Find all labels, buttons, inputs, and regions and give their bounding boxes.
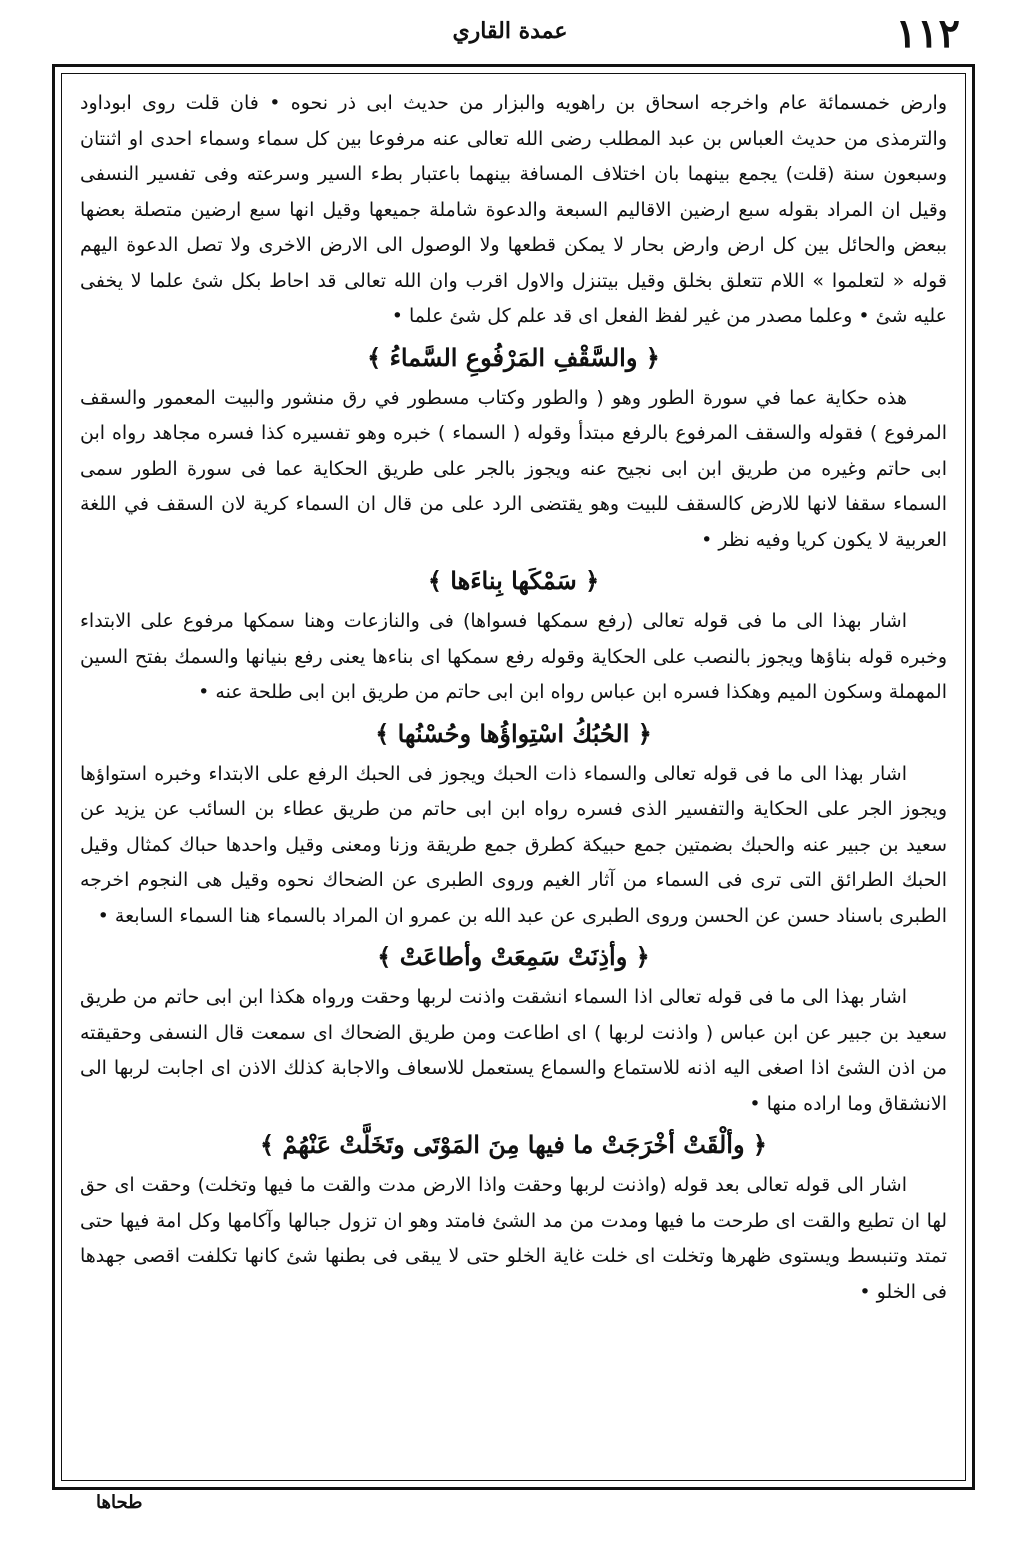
page-number: ١١٢ (895, 10, 960, 57)
paragraph-intro: وارض خمسمائة عام واخرجه اسحاق بن راهويه والبزار من حديث ابى ذر نحوه • فان قلت روى ابوداود والترمذى من حديث العباس بن عبد المطلب رضى الله تعالى عنه مرفوعا بين كل سماء وسماء احدى او اثنتان وسبعون سنة (قلت) يجمع بينهما بان اختلاف المسافة بينهما باعتبار بطء السير وسرعته وفى تفسير النسفى وقيل ان المراد بقوله سبع ارضين الاقاليم السبعة والدعوة شاملة جميعها وقيل انها سبع ارضين متصلة بعضها ببعض والحائل بين كل ارض وارض بحار لا يمكن قطعها ولا الوصول الى الارض الاخرى ولا تصل الدعوة اليهم قوله « لتعلموا » اللام تتعلق بخلق وقيل بيتنزل والاول اقرب وان الله تعالى قد احاط بكل شئ علما لا يخفى عليه شئ • وعلما مصدر من غير لفظ الفعل اى قد علم كل شئ علما • (80, 92, 947, 327)
section-heading-hubuk: ﴿ الحُبُكُ اسْتِواؤُها وحُسْنُها ﴾ (375, 718, 652, 748)
paragraph-alqat: اشار الى قوله تعالى بعد قوله (واذنت لربها وحقت واذا الارض مدت والقت ما فيها وتخلت) وحقت اى حق لها ان تطيع والقت اى طرحت ما فيها ومدت من مد الشئ فامتد وهو ان تزول جبالها وآكامها وكل امة فيها حتى تمتد وتنبسط ويستوى ظهرها وتخلت اى خلت غاية الخلو حتى لا يبقى فى بطنها شئ كانها تكلفت اقصى جهدها فى الخلو • (80, 1174, 947, 1303)
paragraph-adhinat: اشار بهذا الى ما فى قوله تعالى اذا السماء انشقت واذنت لربها وحقت ورواه هكذا ابن ابى حاتم من طريق سعيد بن جبير عن ابن عباس ( واذنت لربها ) اى اطاعت ومن طريق الضحاك اى سمعت قال النسفى وحقيقته من اذن الشئ اذا اصغى اليه اذنه للاستماع والسماع يستعمل للاسعاف والاجابة كذلك الاذن اى اجابت لربها الى الانشقاق وما اراده منها • (80, 986, 947, 1115)
section-heading-samk: ﴿ سَمْكَها بِناءَها ﴾ (427, 566, 600, 595)
page-header (60, 10, 960, 60)
section-heading-alqat: ﴿ وألْقَتْ أخْرَجَتْ ما فيها مِنَ المَوْتَى وتَخَلَّتْ عَنْهُمْ ﴾ (260, 1130, 767, 1159)
catchword: طحاها (96, 1492, 143, 1513)
section-heading-saqf: ﴿ والسَّقْفِ المَرْفُوعِ السَّماءُ ﴾ (367, 342, 660, 372)
paragraph-samk: اشار بهذا الى ما فى قوله تعالى (رفع سمكها فسواها) فى والنازعات وهنا سمكها مرفوع على الابتداء وخبره قوله بناؤها ويجوز بالنصب على الحكاية وقوله رفع سمكها اى بناءها يعنى رفع بنيانها والسمك بفتح السين المهملة وسكون الميم وهكذا فسره ابن عباس رواه ابن ابى حاتم من طريق ابن ابى طلحة عنه • (80, 610, 947, 703)
running-title: عمدة القاري (452, 18, 568, 44)
main-text (80, 86, 947, 1476)
section-heading-adhinat: ﴿ وأذِنَتْ سَمِعَتْ وأطاعَتْ ﴾ (377, 942, 650, 971)
paragraph-saqf: هذه حكاية عما في سورة الطور وهو ( والطور وكتاب مسطور في رق منشور والبيت المعمور والسقف المرفوع ) فقوله والسقف المرفوع بالرفع مبتدأ وقوله ( السماء ) خبره وهو تفسيره كذا فسره مجاهد رواه ابن ابى حاتم وغيره من طريق ابن ابى نجيح عنه ويجوز بالجر على طريق الحكاية عما فى سورة الطور سمى السماء سقفا لانها للارض كالسقف للبيت وهو يقتضى الرد على من قال ان السماء كرية لان السقف في اللغة العربية لا يكون كريا وفيه نظر • (80, 386, 947, 551)
paragraph-hubuk: اشار بهذا الى ما فى قوله تعالى والسماء ذات الحبك ويجوز فى الحبك الرفع على الابتداء وخبره استواؤها ويجوز الجر على الحكاية والتفسير الذى فسره رواه ابن ابى حاتم من طريق عطاء بن السائب عن يزيد عن سعيد بن جبير عنه والحبك بضمتين جمع حبيكة كطرق جمع طريقة وزنا ومعنى وقيل واحدها حباك كمثال وقيل الحبك الطرائق التى ترى فى السماء من آثار الغيم وروى الطبرى عن الضحاك نحوه وقيل هى النجوم اخرجه الطبرى باسناد حسن عن الحسن وروى الطبرى عن عبد الله بن عمرو ان المراد بالسماء هنا السماء السابعة • (80, 762, 947, 927)
